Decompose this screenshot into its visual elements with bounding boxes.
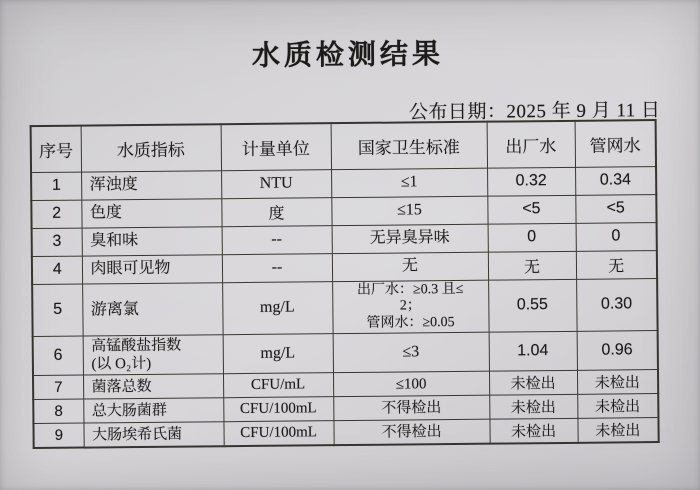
cell-indicator: 菌落总数 [83,374,223,399]
cell-no: 6 [33,336,83,375]
cell-standard: 无异臭异味 [332,224,488,253]
cell-factory-water: 未检出 [489,370,577,395]
cell-pipe-water: 未检出 [577,370,658,395]
column-header-pipe-water: 管网水 [575,120,656,167]
cell-factory-water: 1.04 [489,331,577,371]
cell-unit: -- [222,225,332,254]
cell-factory-water: 0.32 [487,167,575,196]
column-header-standard: 国家卫生标准 [331,122,487,169]
cell-factory-water: 未检出 [489,418,577,443]
cell-factory-water: <5 [487,195,575,224]
table-row [33,331,658,376]
cell-pipe-water: 0.96 [577,331,658,371]
cell-no: 2 [31,200,81,228]
cell-standard: 无 [332,252,488,281]
table-row [33,418,658,448]
cell-pipe-water: 未检出 [577,418,658,443]
cell-factory-water: 0 [488,223,576,252]
cell-standard: 出厂水：≥0.3 且≤ 2； 管网水：≥0.05 [332,280,488,334]
cell-no: 7 [33,375,83,399]
cell-unit: mg/L [222,281,332,335]
cell-standard: 不得检出 [333,419,489,445]
cell-standard: ≤3 [333,332,489,372]
cell-indicator: 浑浊度 [81,170,221,199]
cell-unit: CFU/100mL [223,421,333,447]
cell-no: 3 [32,228,82,256]
column-header-indicator: 水质指标 [81,124,221,171]
cell-indicator: 肉眼可见物 [82,254,222,283]
column-header-unit: 计量单位 [221,123,331,170]
cell-standard: ≤15 [331,196,487,225]
cell-indicator: 总大肠菌群 [83,398,223,423]
cell-no: 4 [32,256,82,284]
cell-no: 5 [32,284,83,337]
cell-indicator: 臭和味 [82,226,222,255]
cell-pipe-water: 未检出 [577,394,658,419]
column-header-factory-water: 出厂水 [487,121,575,168]
cell-factory-water: 无 [488,251,576,280]
cell-pipe-water: 0 [576,222,657,251]
publish-date: 公布日期：2025 年 9 月 11 日 [408,100,661,124]
cell-unit: CFU/100mL [223,397,333,422]
cell-standard: ≤1 [331,168,487,197]
cell-indicator: 高锰酸盐指数 (以 O₂计) [83,335,223,375]
cell-standard: ≤100 [333,371,489,396]
cell-unit: mg/L [223,334,333,374]
cell-unit: CFU/mL [223,373,333,398]
cell-no: 8 [33,399,83,423]
cell-factory-water: 0.55 [488,279,577,332]
table-header-row [31,120,656,172]
cell-indicator: 游离氯 [82,282,222,336]
cell-no: 1 [31,172,81,200]
cell-unit: -- [222,253,332,282]
column-header-no: 序号 [31,126,81,172]
cell-indicator: 大肠埃希氏菌 [83,422,223,448]
cell-pipe-water: 无 [576,250,657,279]
cell-no: 9 [33,423,83,448]
cell-indicator: 色度 [81,198,221,227]
page-title: 水质检测结果 [251,39,445,72]
cell-unit: 度 [221,197,331,226]
cell-pipe-water: 0.30 [576,278,658,331]
cell-pipe-water: <5 [575,194,656,223]
cell-factory-water: 未检出 [489,394,577,419]
water-quality-results-table [30,119,660,449]
cell-unit: NTU [221,169,331,198]
table-row [32,278,657,337]
cell-standard: 不得检出 [333,395,489,420]
cell-pipe-water: 0.34 [575,166,656,195]
